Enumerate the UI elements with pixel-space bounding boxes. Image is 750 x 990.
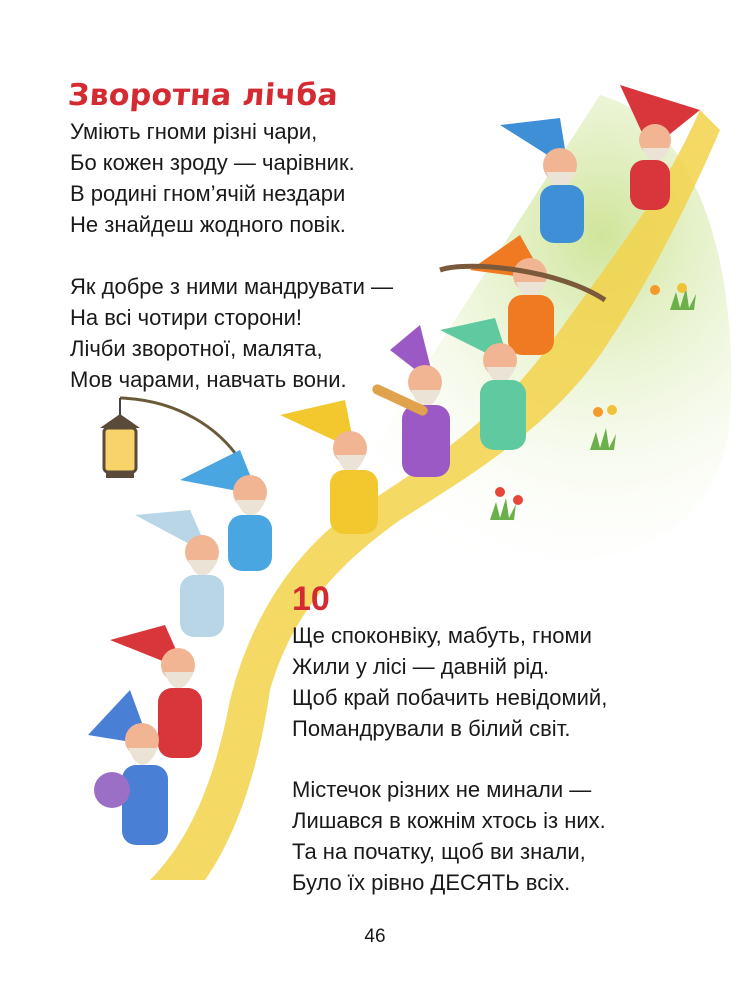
poem-title: Зворотна лічба bbox=[66, 78, 340, 113]
poem-line: Бо кожен зроду — чарівник. bbox=[70, 150, 355, 175]
poem-line: Ще споконвіку, мабуть, гноми bbox=[292, 623, 592, 648]
stanza-1 bbox=[70, 116, 355, 240]
poem-line: Жили у лісі — давній рід. bbox=[292, 654, 550, 679]
page-number: 46 bbox=[364, 926, 386, 947]
poem-line: Було їх рівно ДЕСЯТЬ всіх. bbox=[292, 870, 571, 895]
poem-line: Уміють гноми різні чари, bbox=[70, 119, 318, 144]
stanza-2 bbox=[70, 271, 393, 395]
stanza-3 bbox=[292, 620, 607, 744]
poem-line: Лічби зворотної, малята, bbox=[70, 336, 323, 361]
poem-line: В родині гном’ячій нездари bbox=[70, 181, 346, 206]
poem-line: Містечок різних не минали — bbox=[292, 777, 592, 802]
poem-line: Лишався в кожнім хтось із них. bbox=[292, 808, 606, 833]
poem-line: Не знайдеш жодного повік. bbox=[70, 212, 346, 237]
gnome-10 bbox=[88, 690, 168, 845]
gnome-8 bbox=[135, 510, 224, 637]
stanza-4 bbox=[292, 774, 606, 898]
poem-line: Помандрували в білий світ. bbox=[292, 716, 571, 741]
poem-line: На всі чотири сторони! bbox=[70, 305, 302, 330]
poem-line: Як добре з ними мандрувати — bbox=[70, 274, 394, 299]
poem-line: Та на початку, щоб ви знали, bbox=[292, 839, 586, 864]
poem-line: Мов чарами, навчать вони. bbox=[70, 367, 347, 392]
poem-line: Щоб край побачить невідомий, bbox=[292, 685, 608, 710]
count-number: 10 bbox=[292, 580, 330, 618]
